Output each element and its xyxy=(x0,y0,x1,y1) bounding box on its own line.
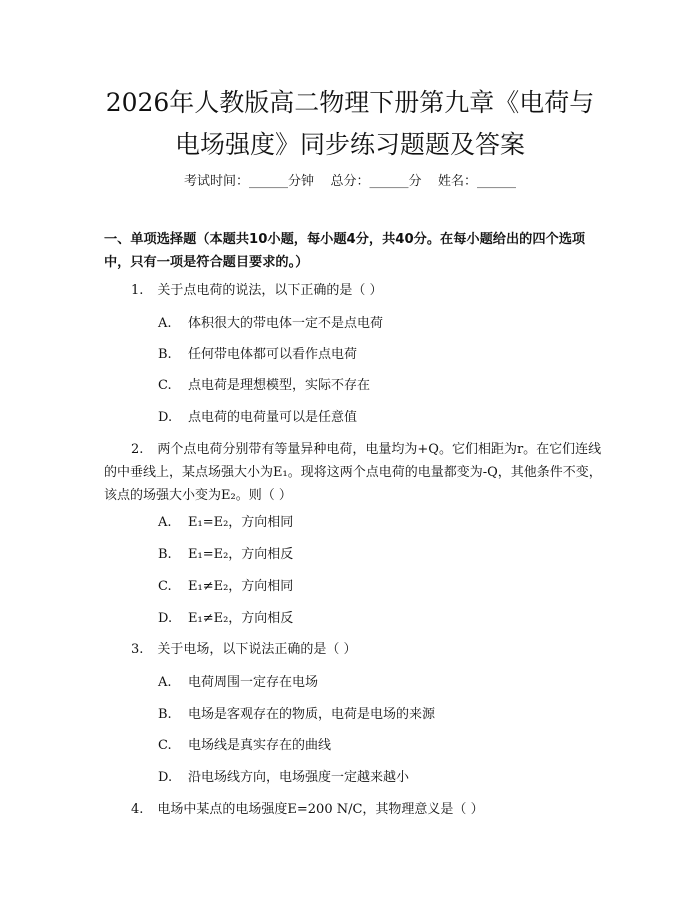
option-text: 电场是客观存在的物质，电荷是电场的来源 xyxy=(188,707,436,722)
option-letter: A. xyxy=(158,515,172,530)
option-text: 任何带电体都可以看作点电荷 xyxy=(188,347,358,362)
document-title-line-2: 电场强度》同步练习题题及答案 xyxy=(174,130,525,159)
option-letter: C. xyxy=(158,378,172,393)
option-text: 体积很大的带电体一定不是点电荷 xyxy=(188,316,384,331)
question-number: 3. xyxy=(131,642,144,657)
question-text: 电场中某点的电场强度E=200 N/C，其物理意义是（ ） xyxy=(157,802,484,817)
option-letter: D. xyxy=(158,410,173,425)
option-text: 沿电场线方向，电场强度一定越来越小 xyxy=(188,770,410,785)
option-text: 点电荷的电荷量可以是任意值 xyxy=(188,410,358,425)
question-4 xyxy=(104,798,604,821)
option-letter: D. xyxy=(158,611,173,626)
option-3a xyxy=(158,673,318,693)
option-2a xyxy=(158,513,293,533)
option-letter: B. xyxy=(158,547,172,562)
question-number: 4. xyxy=(131,802,144,817)
document-title-line-1: 2026年人教版高二物理下册第九章《电荷与 xyxy=(105,88,595,117)
option-1a xyxy=(158,314,383,334)
option-3d xyxy=(158,768,409,788)
question-number: 1. xyxy=(131,283,144,298)
option-text: E₁≠E₂，方向相反 xyxy=(188,611,294,626)
option-letter: C. xyxy=(158,579,172,594)
question-2 xyxy=(104,438,604,507)
option-letter: B. xyxy=(158,347,172,362)
option-3b xyxy=(158,705,435,725)
question-3 xyxy=(104,638,604,661)
option-letter: D. xyxy=(158,770,173,785)
section-title: 一、单项选择题（本题共10小题，每小题4分，共40分。在每小题给出的四个选项中，只有一项是符合题目要求的。） xyxy=(104,232,586,270)
question-number: 2. xyxy=(131,442,144,457)
option-text: 电荷周围一定存在电场 xyxy=(188,675,319,690)
option-1d xyxy=(158,408,357,428)
option-letter: A. xyxy=(158,316,172,331)
option-2b xyxy=(158,545,293,565)
option-1c xyxy=(158,376,370,396)
option-text: 电场线是真实存在的曲线 xyxy=(188,738,332,753)
option-text: E₁≠E₂，方向相同 xyxy=(188,579,294,594)
option-2c xyxy=(158,577,293,597)
option-1b xyxy=(158,345,357,365)
question-text: 关于点电荷的说法，以下正确的是（ ） xyxy=(157,283,383,298)
option-text: E₁=E₂，方向相同 xyxy=(188,515,294,530)
option-3c xyxy=(158,736,331,756)
exam-info-line: 考试时间：______分钟 总分：______分 姓名：______ xyxy=(183,174,517,189)
option-text: E₁=E₂，方向相反 xyxy=(188,547,294,562)
option-letter: B. xyxy=(158,707,172,722)
option-letter: A. xyxy=(158,675,172,690)
question-text: 两个点电荷分别带有等量异种电荷，电量均为+Q。它们相距为r。在它们连线的中垂线上，某点场强大小为E₁。现将这两个点电荷的电量都变为-Q，其他条件不变，该点的场强大小变为E₂。则（ ） xyxy=(104,442,602,503)
option-text: 点电荷是理想模型，实际不存在 xyxy=(188,378,371,393)
document-title xyxy=(60,82,640,166)
option-letter: C. xyxy=(158,738,172,753)
option-2d xyxy=(158,609,293,629)
question-1 xyxy=(104,279,604,302)
question-text: 关于电场，以下说法正确的是（ ） xyxy=(157,642,357,657)
